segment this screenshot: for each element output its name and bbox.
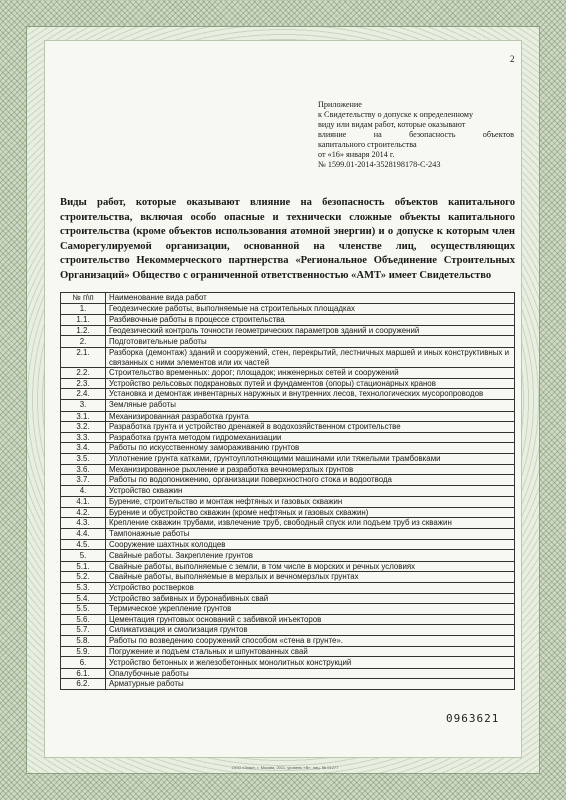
row-work-name: Термическое укрепление грунтов xyxy=(106,604,515,615)
table-row xyxy=(61,453,515,464)
row-work-name: Земляные работы xyxy=(106,399,515,411)
row-work-name: Работы по водопонижению, организации поверхностного стока и водоотвода xyxy=(106,475,515,486)
row-work-name: Опалубочные работы xyxy=(106,668,515,679)
appendix-line: капитального строительства xyxy=(318,140,417,149)
table-row xyxy=(61,315,515,326)
row-work-name: Установка и демонтаж инвентарных наружных и внутренних лесов, технологических мусоропроводов xyxy=(106,389,515,400)
row-number: 5.3. xyxy=(61,583,106,594)
row-number: 3.1. xyxy=(61,411,106,422)
row-work-name: Механизированная разработка грунта xyxy=(106,411,515,422)
table-row xyxy=(61,432,515,443)
row-work-name: Свайные работы. Закрепление грунтов xyxy=(106,550,515,562)
row-number: 1.2. xyxy=(61,325,106,336)
appendix-line: влияние на безопасность объектов xyxy=(318,130,514,139)
row-number: 1. xyxy=(61,303,106,315)
table-row xyxy=(61,464,515,475)
row-number: 3.7. xyxy=(61,475,106,486)
appendix-line: от «16» января 2014 г. xyxy=(318,150,395,159)
row-number: 4.5. xyxy=(61,539,106,550)
table-row xyxy=(61,679,515,690)
row-number: 2.4. xyxy=(61,389,106,400)
row-work-name: Механизированное рыхление и разработка вечномерзлых грунтов xyxy=(106,464,515,475)
page-number: 2 xyxy=(510,54,515,64)
table-row xyxy=(61,550,515,562)
table-row xyxy=(61,636,515,647)
row-work-name: Разработка грунта методом гидромеханизации xyxy=(106,432,515,443)
row-number: 3. xyxy=(61,399,106,411)
row-number: 2.3. xyxy=(61,378,106,389)
table-row xyxy=(61,368,515,379)
table-row xyxy=(61,539,515,550)
row-number: 3.6. xyxy=(61,464,106,475)
table-row xyxy=(61,336,515,348)
document-heading: Виды работ, которые оказывают влияние на безопасность объектов капитального строительства, включая особо опасные и технически сложные объекты капитального строительства (кроме объектов использования атомной энергии) и о допуске к которым член Саморегулируемой организации, основанной на членстве лиц, осуществляющих строительство Некоммерческого партнерства «Региональное Объединение Строительных Организаций» Общество с ограниченной ответственностью «АМТ» имеет Свидетельство xyxy=(60,197,515,281)
row-work-name: Устройство забивных и буронабивных свай xyxy=(106,593,515,604)
serial-number: 0963621 xyxy=(446,712,500,725)
printer-footer: ООО «Знак», г. Москва, 2011, уровень «В», лиц. № 01277 xyxy=(231,765,339,770)
row-number: 6.2. xyxy=(61,679,106,690)
row-number: 4.4. xyxy=(61,529,106,540)
row-work-name: Работы по возведению сооружений способом «стена в грунте». xyxy=(106,636,515,647)
table-row xyxy=(61,572,515,583)
row-number: 1.1. xyxy=(61,315,106,326)
row-work-name: Устройство скважин xyxy=(106,485,515,497)
table-row xyxy=(61,378,515,389)
row-number: 5.6. xyxy=(61,614,106,625)
row-work-name: Свайные работы, выполняемые с земли, в том числе в морских и речных условиях xyxy=(106,561,515,572)
table-row xyxy=(61,593,515,604)
row-number: 5.8. xyxy=(61,636,106,647)
row-work-name: Погружение и подъем стальных и шпунтованных свай xyxy=(106,646,515,657)
row-number: 5.2. xyxy=(61,572,106,583)
row-work-name: Цементация грунтовых оснований с забивкой инъекторов xyxy=(106,614,515,625)
row-number: 5.4. xyxy=(61,593,106,604)
table-row xyxy=(61,614,515,625)
table-row xyxy=(61,399,515,411)
row-work-name: Арматурные работы xyxy=(106,679,515,690)
row-work-name: Разборка (демонтаж) зданий и сооружений, стен, перекрытий, лестничных маршей и иных конструктивных и связанных с ними элементов или их частей xyxy=(106,347,515,367)
row-number: 6.1. xyxy=(61,668,106,679)
row-work-name: Геодезический контроль точности геометрических параметров зданий и сооружений xyxy=(106,325,515,336)
column-header-num: № п\п xyxy=(61,293,106,304)
row-work-name: Устройство ростверков xyxy=(106,583,515,594)
row-work-name: Устройство бетонных и железобетонных монолитных конструкций xyxy=(106,657,515,669)
appendix-line: к Свидетельству о допуске к определенному xyxy=(318,110,474,119)
table-row xyxy=(61,507,515,518)
row-work-name: Геодезические работы, выполняемые на строительных площадках xyxy=(106,303,515,315)
table-row xyxy=(61,518,515,529)
row-work-name: Разбивочные работы в процессе строительства xyxy=(106,315,515,326)
table-row xyxy=(61,389,515,400)
row-number: 4.2. xyxy=(61,507,106,518)
row-number: 4.3. xyxy=(61,518,106,529)
table-row xyxy=(61,443,515,454)
table-row xyxy=(61,529,515,540)
appendix-line: виду или видам работ, которые оказывают xyxy=(318,120,466,129)
table-row xyxy=(61,497,515,508)
appendix-line: № 1599.01-2014-3528198178-С-243 xyxy=(318,160,441,169)
row-number: 5.1. xyxy=(61,561,106,572)
row-number: 5.7. xyxy=(61,625,106,636)
table-row xyxy=(61,347,515,367)
row-number: 5. xyxy=(61,550,106,562)
appendix-line: Приложение xyxy=(318,100,362,109)
row-number: 3.3. xyxy=(61,432,106,443)
row-work-name: Строительство временных: дорог; площадок; инженерных сетей и сооружений xyxy=(106,368,515,379)
row-number: 3.5. xyxy=(61,453,106,464)
row-work-name: Тампонажные работы xyxy=(106,529,515,540)
table-row xyxy=(61,625,515,636)
row-work-name: Устройство рельсовых подкрановых путей и фундаментов (опоры) стационарных кранов xyxy=(106,378,515,389)
table-row xyxy=(61,325,515,336)
table-row xyxy=(61,604,515,615)
row-number: 2.1. xyxy=(61,347,106,367)
row-work-name: Силикатизация и смолизация грунтов xyxy=(106,625,515,636)
table-row xyxy=(61,422,515,433)
row-work-name: Уплотнение грунта катками, грунтоуплотняющими машинами или тяжелыми трамбовками xyxy=(106,453,515,464)
table-row xyxy=(61,646,515,657)
table-row xyxy=(61,303,515,315)
row-work-name: Работы по искусственному замораживанию грунтов xyxy=(106,443,515,454)
row-work-name: Сооружение шахтных колодцев xyxy=(106,539,515,550)
table-row xyxy=(61,411,515,422)
row-work-name: Крепление скважин трубами, извлечение труб, свободный спуск или подъем труб из скважин xyxy=(106,518,515,529)
row-number: 5.5. xyxy=(61,604,106,615)
row-work-name: Разработка грунта и устройство дренажей в водохозяйственном строительстве xyxy=(106,422,515,433)
works-table xyxy=(60,292,515,690)
row-work-name: Бурение, строительство и монтаж нефтяных и газовых скважин xyxy=(106,497,515,508)
row-number: 3.2. xyxy=(61,422,106,433)
table-row xyxy=(61,561,515,572)
table-row xyxy=(61,475,515,486)
row-number: 4. xyxy=(61,485,106,497)
row-number: 2. xyxy=(61,336,106,348)
table-row xyxy=(61,583,515,594)
row-number: 3.4. xyxy=(61,443,106,454)
column-header-name: Наименование вида работ xyxy=(106,293,515,304)
row-work-name: Бурение и обустройство скважин (кроме нефтяных и газовых скважин) xyxy=(106,507,515,518)
table-header-row xyxy=(61,293,515,304)
row-number: 2.2. xyxy=(61,368,106,379)
row-number: 4.1. xyxy=(61,497,106,508)
row-number: 6. xyxy=(61,657,106,669)
row-work-name: Свайные работы, выполняемые в мерзлых и вечномерзлых грунтах xyxy=(106,572,515,583)
appendix-note xyxy=(318,100,514,170)
table-row xyxy=(61,668,515,679)
table-row xyxy=(61,485,515,497)
table-row xyxy=(61,657,515,669)
row-work-name: Подготовительные работы xyxy=(106,336,515,348)
row-number: 5.9. xyxy=(61,646,106,657)
